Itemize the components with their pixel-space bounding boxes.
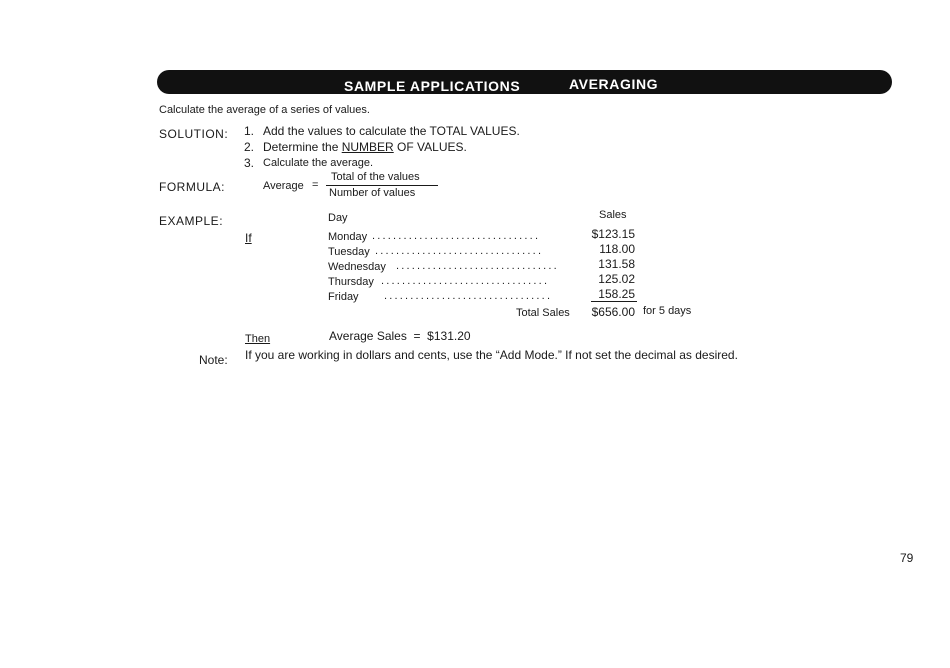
then-label: Then: [245, 333, 271, 345]
row-day-monday: Monday: [328, 231, 368, 243]
row-sales-wednesday: 131.58: [598, 257, 635, 271]
section-banner: [157, 70, 892, 94]
step-2-text: Determine the NUMBER OF VALUES.: [263, 140, 467, 154]
step-3-number: 3.: [244, 156, 255, 170]
row-sales-tuesday: 118.00: [599, 242, 635, 256]
step-3-text: Calculate the average.: [263, 157, 374, 169]
step-1-number: 1.: [244, 124, 255, 138]
average-result: Average Sales = $131.20: [329, 329, 471, 343]
if-label: If: [245, 231, 252, 245]
page-number: 79: [900, 551, 914, 565]
intro-text: Calculate the average of a series of values.: [159, 104, 370, 116]
row-day-thursday: Thursday: [328, 276, 374, 288]
banner-title-right: AVERAGING: [569, 76, 659, 92]
row-leader-tuesday: ................................: [375, 245, 544, 257]
formula-lhs: Average: [263, 180, 304, 192]
row-sales-thursday: 125.02: [598, 272, 635, 286]
total-sales-value: $656.00: [591, 305, 635, 319]
row-sales-monday: $123.15: [591, 227, 635, 241]
row-leader-friday: ................................: [384, 290, 553, 302]
formula-label: FORMULA:: [159, 180, 226, 194]
step-1-text: Add the values to calculate the TOTAL VALUES.: [263, 124, 520, 138]
column-header-day: Day: [328, 212, 348, 224]
example-label: EXAMPLE:: [159, 214, 224, 228]
total-sales-label: Total Sales: [516, 307, 570, 319]
row-leader-thursday: ................................: [381, 275, 550, 287]
fraction-bar: [326, 185, 438, 186]
row-day-tuesday: Tuesday: [328, 246, 370, 258]
row-leader-monday: ................................: [372, 230, 541, 242]
formula-numerator: Total of the values: [331, 171, 420, 183]
row-sales-friday: 158.25: [598, 287, 635, 301]
step-2-number: 2.: [244, 140, 255, 154]
note-label: Note:: [199, 353, 228, 367]
banner-title-left: SAMPLE APPLICATIONS: [344, 78, 521, 94]
row-day-wednesday: Wednesday: [328, 261, 386, 273]
sum-underline: [591, 301, 637, 302]
formula-denominator: Number of values: [329, 187, 416, 199]
formula-equals: =: [312, 179, 319, 191]
solution-label: SOLUTION:: [159, 127, 229, 141]
row-day-friday: Friday: [328, 291, 359, 303]
note-text: If you are working in dollars and cents, use the “Add Mode.” If not set the decimal as desired.: [245, 348, 738, 362]
row-leader-wednesday: ...............................: [396, 260, 559, 272]
number-underlined: NUMBER: [341, 140, 394, 154]
total-sales-suffix: for 5 days: [643, 305, 692, 317]
column-header-sales: Sales: [599, 209, 627, 221]
